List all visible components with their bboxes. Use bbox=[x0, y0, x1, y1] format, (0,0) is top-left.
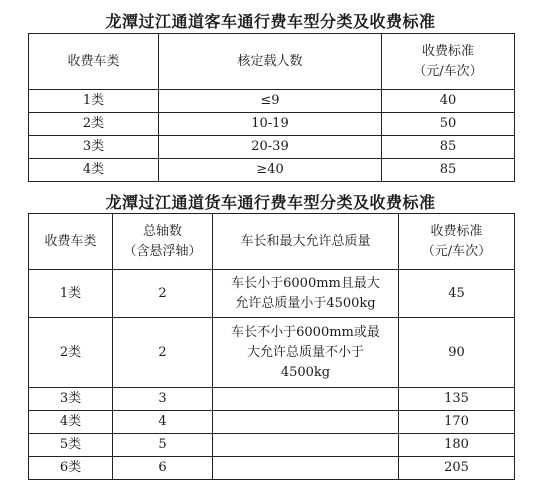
header-fee-line2: （元/车次） bbox=[421, 243, 492, 259]
spec-line1: 车长小于6000mm且最大 bbox=[231, 275, 380, 291]
vehicle-class-cell: 2类 bbox=[29, 318, 113, 388]
vehicle-class-cell: 1类 bbox=[29, 90, 159, 113]
fee-cell: 45 bbox=[399, 270, 515, 318]
table-row bbox=[29, 434, 515, 457]
length-weight-cell bbox=[213, 411, 399, 434]
header-fee-line1: 收费标准 bbox=[430, 223, 483, 239]
fee-cell: 170 bbox=[399, 411, 515, 434]
vehicle-class-cell: 3类 bbox=[29, 136, 159, 159]
cargo-fee-table bbox=[28, 213, 515, 480]
fee-cell: 135 bbox=[399, 388, 515, 411]
length-weight-cell bbox=[213, 270, 399, 318]
axle-count-cell: 5 bbox=[113, 434, 213, 457]
fee-cell: 85 bbox=[382, 159, 515, 182]
header-axle-count bbox=[113, 214, 213, 270]
length-weight-cell bbox=[213, 388, 399, 411]
length-weight-cell bbox=[213, 434, 399, 457]
cargo-header-row bbox=[29, 214, 515, 270]
fee-cell: 180 bbox=[399, 434, 515, 457]
cargo-table-title: 龙潭过江通道货车通行费车型分类及收费标准 bbox=[105, 193, 436, 212]
axle-count-cell: 6 bbox=[113, 457, 213, 480]
fee-cell: 40 bbox=[382, 90, 515, 113]
axle-count-cell: 4 bbox=[113, 411, 213, 434]
header-fee bbox=[399, 214, 515, 270]
vehicle-class-cell: 3类 bbox=[29, 388, 113, 411]
table-row bbox=[29, 113, 515, 136]
length-weight-cell bbox=[213, 318, 399, 388]
table-row bbox=[29, 159, 515, 182]
vehicle-class-cell: 6类 bbox=[29, 457, 113, 480]
fee-cell: 90 bbox=[399, 318, 515, 388]
fee-cell: 50 bbox=[382, 113, 515, 136]
header-fee-line2: （元/车次） bbox=[413, 63, 483, 79]
table-row bbox=[29, 270, 515, 318]
header-vehicle-class: 收费车类 bbox=[29, 214, 113, 270]
seat-count-cell: ≥40 bbox=[159, 159, 382, 182]
header-fee bbox=[382, 34, 515, 90]
header-seat-count: 核定载人数 bbox=[159, 34, 382, 90]
axle-count-cell: 3 bbox=[113, 388, 213, 411]
length-weight-cell bbox=[213, 457, 399, 480]
vehicle-class-cell: 2类 bbox=[29, 113, 159, 136]
table-row bbox=[29, 457, 515, 480]
spec-line1: 车长不小于6000mm或最 bbox=[231, 324, 380, 340]
fee-cell: 205 bbox=[399, 457, 515, 480]
vehicle-class-cell: 4类 bbox=[29, 411, 113, 434]
spec-line2: 允许总质量小于4500kg bbox=[235, 295, 376, 311]
vehicle-class-cell: 5类 bbox=[29, 434, 113, 457]
header-axle-line1: 总轴数 bbox=[142, 223, 182, 239]
table-row bbox=[29, 411, 515, 434]
axle-count-cell: 2 bbox=[113, 318, 213, 388]
passenger-table-title: 龙潭过江通道客车通行费车型分类及收费标准 bbox=[105, 12, 436, 31]
passenger-fee-table bbox=[28, 33, 515, 182]
seat-count-cell: 10-19 bbox=[159, 113, 382, 136]
spec-line2: 大允许总质量不小于 bbox=[246, 344, 364, 360]
table-row bbox=[29, 318, 515, 388]
table-row bbox=[29, 136, 515, 159]
header-fee-line1: 收费标准 bbox=[421, 43, 474, 59]
header-vehicle-class: 收费车类 bbox=[29, 34, 159, 90]
table-row bbox=[29, 90, 515, 113]
header-length-weight: 车长和最大允许总质量 bbox=[213, 214, 399, 270]
spec-line3: 4500kg bbox=[280, 364, 331, 380]
axle-count-cell: 2 bbox=[113, 270, 213, 318]
header-axle-line2: （含悬浮轴） bbox=[123, 243, 202, 259]
seat-count-cell: 20-39 bbox=[159, 136, 382, 159]
seat-count-cell: ≤9 bbox=[159, 90, 382, 113]
passenger-header-row bbox=[29, 34, 515, 90]
fee-cell: 85 bbox=[382, 136, 515, 159]
vehicle-class-cell: 4类 bbox=[29, 159, 159, 182]
vehicle-class-cell: 1类 bbox=[29, 270, 113, 318]
table-row bbox=[29, 388, 515, 411]
